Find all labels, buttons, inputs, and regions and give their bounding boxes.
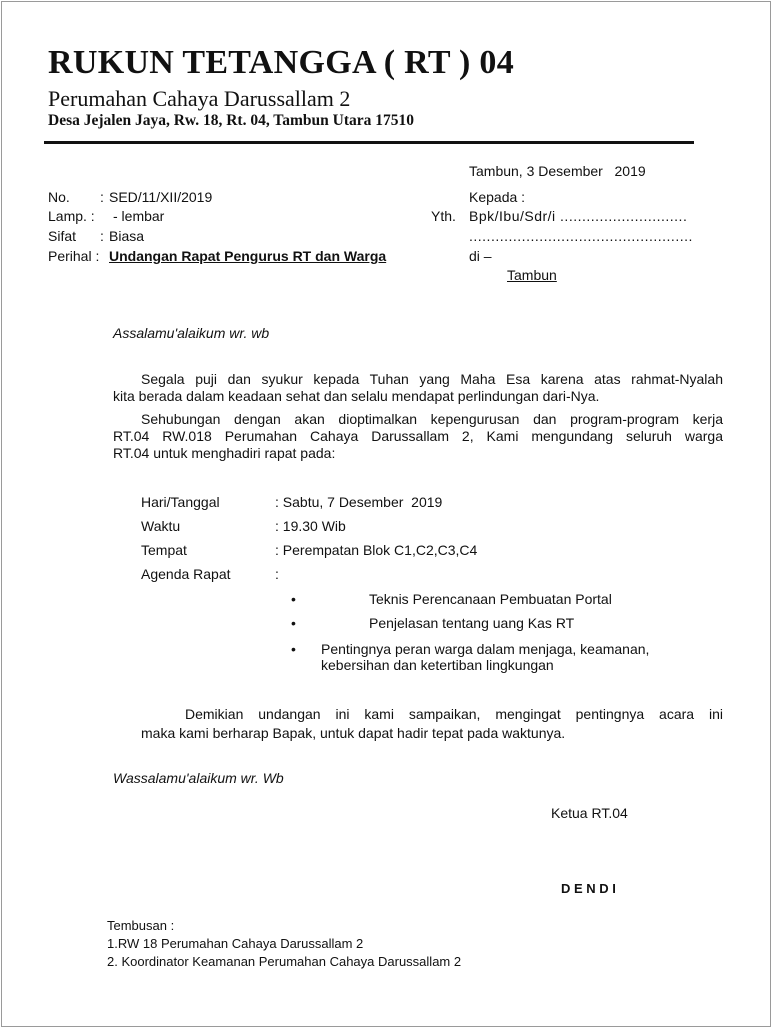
detail-label-time: Waktu [141,518,181,534]
date-line: Tambun, 3 Desember 2019 [469,163,646,179]
meta-label-perihal: Perihal : [48,248,100,264]
cc-item-2: 2. Koordinator Keamanan Perumahan Cahaya Darussallam 2 [107,954,462,969]
agenda-bullet-1: • [291,591,296,607]
recipient-di: di – [469,248,492,264]
meta-sep-sifat: : [100,228,104,244]
agenda-item-2: Penjelasan tentang uang Kas RT [369,615,575,631]
header-divider [44,141,694,144]
paragraph-1-line-2: kita berada dalam keadaan sehat dan selalu mendapat perlindungan dari-Nya. [113,388,600,404]
detail-value-agenda: : [275,566,279,582]
recipient-place: Tambun [507,267,557,283]
cc-title: Tembusan : [107,918,175,933]
meta-value-sifat: Biasa [109,228,145,244]
detail-label-place: Tempat [141,542,187,558]
agenda-bullet-2: • [291,615,296,631]
letterhead-address: Desa Jejalen Jaya, Rw. 18, Rt. 04, Tambun Utara 17510 [48,112,414,129]
letterhead-subtitle: Perumahan Cahaya Darussallam 2 [48,86,351,111]
closing-paragraph [141,706,723,742]
meta-label-lamp: Lamp. : [48,208,95,224]
meta-value-no: SED/11/XII/2019 [109,189,213,205]
greeting: Assalamu'alaikum wr. wb [113,325,270,341]
recipient-line2: ................................................... [469,228,693,244]
closing-line-2: maka kami berharap Bapak, untuk dapat hadir tepat pada waktunya. [141,725,566,741]
detail-label-date: Hari/Tanggal [141,494,220,510]
paragraph-2-line-3: RT.04 untuk menghadiri rapat pada: [113,445,336,461]
meta-sep-no: : [100,189,104,205]
agenda-item-1: Teknis Perencanaan Pembuatan Portal [369,591,612,607]
paragraph-1 [113,371,723,405]
detail-value-time: : 19.30 Wib [275,518,346,534]
meta-label-no: No. [48,189,70,205]
recipient-kepada: Kepada : [469,189,526,205]
paragraph-1-line-1: Segala puji dan syukur kepada Tuhan yang Maha Esa karena atas rahmat-Nyalah [141,371,723,387]
paragraph-2-line-2: RT.04 RW.018 Perumahan Cahaya Darussallam 2, Kami mengundang seluruh warga [113,428,723,444]
farewell: Wassalamu'alaikum wr. Wb [113,770,284,786]
agenda-bullet-3: • [291,641,296,657]
detail-value-place: : Perempatan Blok C1,C2,C3,C4 [275,542,478,558]
agenda-item-3-line-1: Pentingnya peran warga dalam menjaga, keamanan, [321,641,650,657]
closing-line-1: Demikian undangan ini kami sampaikan, mengingat pentingnya acara ini [185,706,723,722]
recipient-line1: Bpk/Ibu/Sdr/i ............................. [469,208,688,224]
paragraph-2-line-1: Sehubungan dengan akan dioptimalkan kepengurusan dan program-program kerja [141,411,723,427]
letterhead-title: RUKUN TETANGGA ( RT ) 04 [48,44,515,81]
meta-value-lamp: - lembar [113,208,165,224]
signature-role: Ketua RT.04 [551,805,628,821]
paragraph-2 [113,411,723,462]
signature-name: D E N D I [561,881,616,896]
agenda-item-3-line-2: kebersihan dan ketertiban lingkungan [321,657,554,673]
detail-value-date: : Sabtu, 7 Desember 2019 [275,494,443,510]
recipient-yth: Yth. [431,208,456,224]
page-border [1,1,771,1027]
detail-label-agenda: Agenda Rapat [141,566,231,582]
meta-value-perihal: Undangan Rapat Pengurus RT dan Warga [109,248,387,264]
meta-label-sifat: Sifat [48,228,77,244]
cc-item-1: 1.RW 18 Perumahan Cahaya Darussallam 2 [107,936,364,951]
